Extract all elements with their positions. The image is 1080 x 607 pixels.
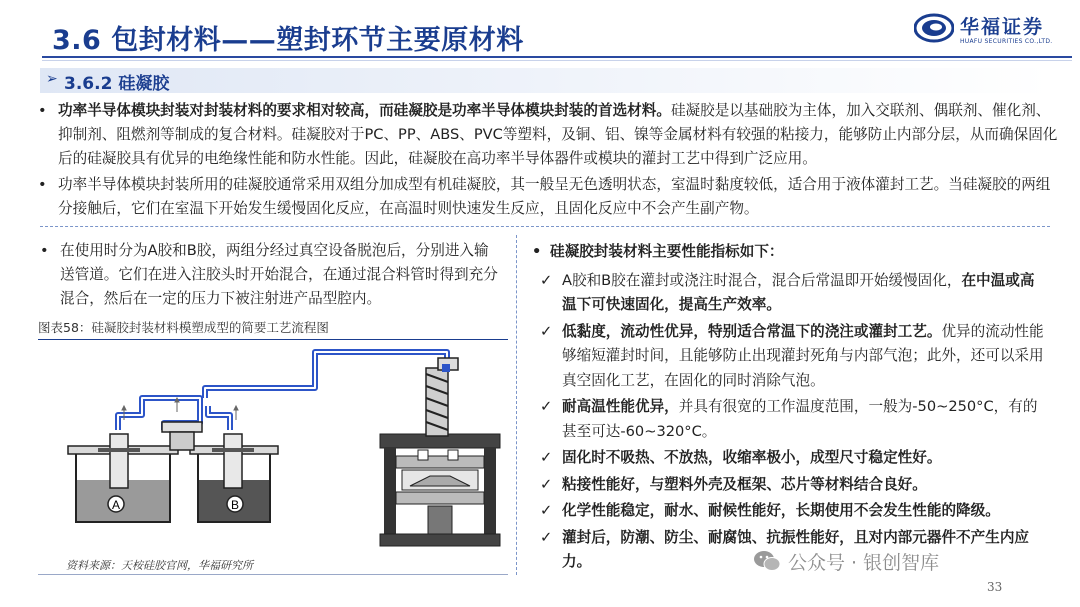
column-divider [516,235,517,575]
performance-heading [528,240,1048,265]
item-bold-text: 低黏度，流动性优异，特别适合常温下的浇注或灌封工艺。 [562,322,942,340]
list-item [528,269,1048,318]
check-icon: ✓ [540,502,553,519]
list-item [528,446,1048,471]
item-bold-text: 在中温或高温下可快速固化，提高生产效率。 [562,271,1035,313]
tank-a [68,434,178,522]
logo-chinese-name: 华福证券 [960,16,1045,38]
list-item [528,499,1048,524]
tank-a-label: A [111,498,121,512]
injection-machine [380,358,500,546]
bullet-dot: • [40,242,49,259]
tank-b [190,434,278,522]
item-bold-text: 化学性能稳定，耐水、耐候性能好，长期使用不会发生性能的降级。 [562,502,1000,519]
page-number: 33 [987,580,1003,594]
subheading-text: 3.6.2 硅凝胶 [64,74,170,94]
paragraph-1 [38,99,1058,171]
paragraph-1-bold: 功率半导体模块封装对封装材料的要求相对较高，而硅凝胶是功率半导体模块封装的首选材料。 [58,102,671,119]
check-icon: ✓ [540,475,553,493]
check-icon: ✓ [540,398,553,415]
item-text: 并具有很宽的工作温度范围，一般为-50~250°C，有的甚至可达-60~320°C。 [562,398,1038,440]
title-underline [42,56,1072,58]
figure-caption: 图表58：硅凝胶封装材料模塑成型的简要工艺流程图 [38,318,508,340]
item-bold-text: 耐高温性能优异， [562,398,679,415]
arrow-bullet-icon: ➢ [46,71,58,87]
source-note: 资料来源：天桉硅胶官网，华福研究所 [66,559,253,572]
item-text: A胶和B胶在灌封或浇注时混合，混合后常温即开始缓慢固化， [562,271,962,289]
performance-list [528,240,1048,577]
check-icon: ✓ [540,271,553,289]
company-logo [914,10,1064,50]
section-subheading [40,68,1050,93]
item-text: 优异的流动性能够缩短灌封时间，且能够防止出现灌封死角与内部气泡；此外，还可以采用真空固化工艺，在固化的同时消除气泡。 [562,322,1044,389]
section-divider [40,226,1050,227]
bullet-dot: • [532,243,542,260]
source-rule [38,574,508,575]
check-icon: ✓ [540,528,553,546]
paragraph-2-text: 功率半导体模块封装所用的硅凝胶通常采用双组分加成型有机硅凝胶，其一般呈无色透明状态，室温时黏度较低，适合用于液体灌封工艺。当硅凝胶的两组分接触后，它们在室温下开始发生缓慢固化反应，在高温时则快速发生反应，且固化反应中不会产生副产物。 [58,176,1051,217]
page-title: 3.6 包封材料——塑封环节主要原材料 [52,25,524,56]
wechat-icon [752,548,782,574]
list-item [528,473,1048,498]
check-icon: ✓ [540,322,553,340]
left-bullet-text: 在使用时分为A胶和B胶，两组分经过真空设备脱泡后，分别进入输送管道。它们在进入注胶头时开始混合，在通过混合料管时得到充分混合，然后在一定的压力下被注射进产品型腔内。 [60,242,498,307]
bullet-dot: • [38,176,47,193]
bullet-dot: • [38,102,47,119]
check-icon: ✓ [540,449,553,466]
paragraph-1-text: 硅凝胶是以基础胶为主体，加入交联剂、偶联剂、催化剂、抑制剂、阻燃剂等制成的复合材料。硅凝胶对于PC、PP、ABS、PVC等塑料，及铜、铝、镍等金属材料有较强的粘接力，能够防止内部分层，从而确保固化后的硅凝胶具有优异的电绝缘性能和防水性能。因此，硅凝胶在高功率半导体器件或模块的灌封工艺中得到广泛应用。 [58,102,1058,167]
item-bold-text: 固化时不吸热、不放热，收缩率极小，成型尺寸稳定性好。 [562,449,942,466]
molding-process-diagram [40,338,510,553]
item-bold-text: 灌封后，防潮、防尘、耐腐蚀、抗振性能好，且对内部元器件不产生内应力。 [562,528,1030,570]
left-bullet [38,239,498,311]
list-item [528,320,1048,394]
logo-english-name: HUAFU SECURITIES CO.,LTD. [960,38,1053,45]
list-item [528,395,1048,444]
performance-heading-text: 硅凝胶封装材料主要性能指标如下： [550,243,784,260]
paragraph-2 [38,173,1058,221]
tank-b-label: B [230,498,240,512]
watermark-text: 公众号 · 银创智库 [788,552,940,574]
pipe-network [118,352,447,430]
huafu-logo-icon [914,13,954,43]
item-bold-text: 粘接性能好，与塑料外壳及框架、芯片等材料结合良好。 [562,475,927,493]
title-underline-thin [42,60,1072,61]
